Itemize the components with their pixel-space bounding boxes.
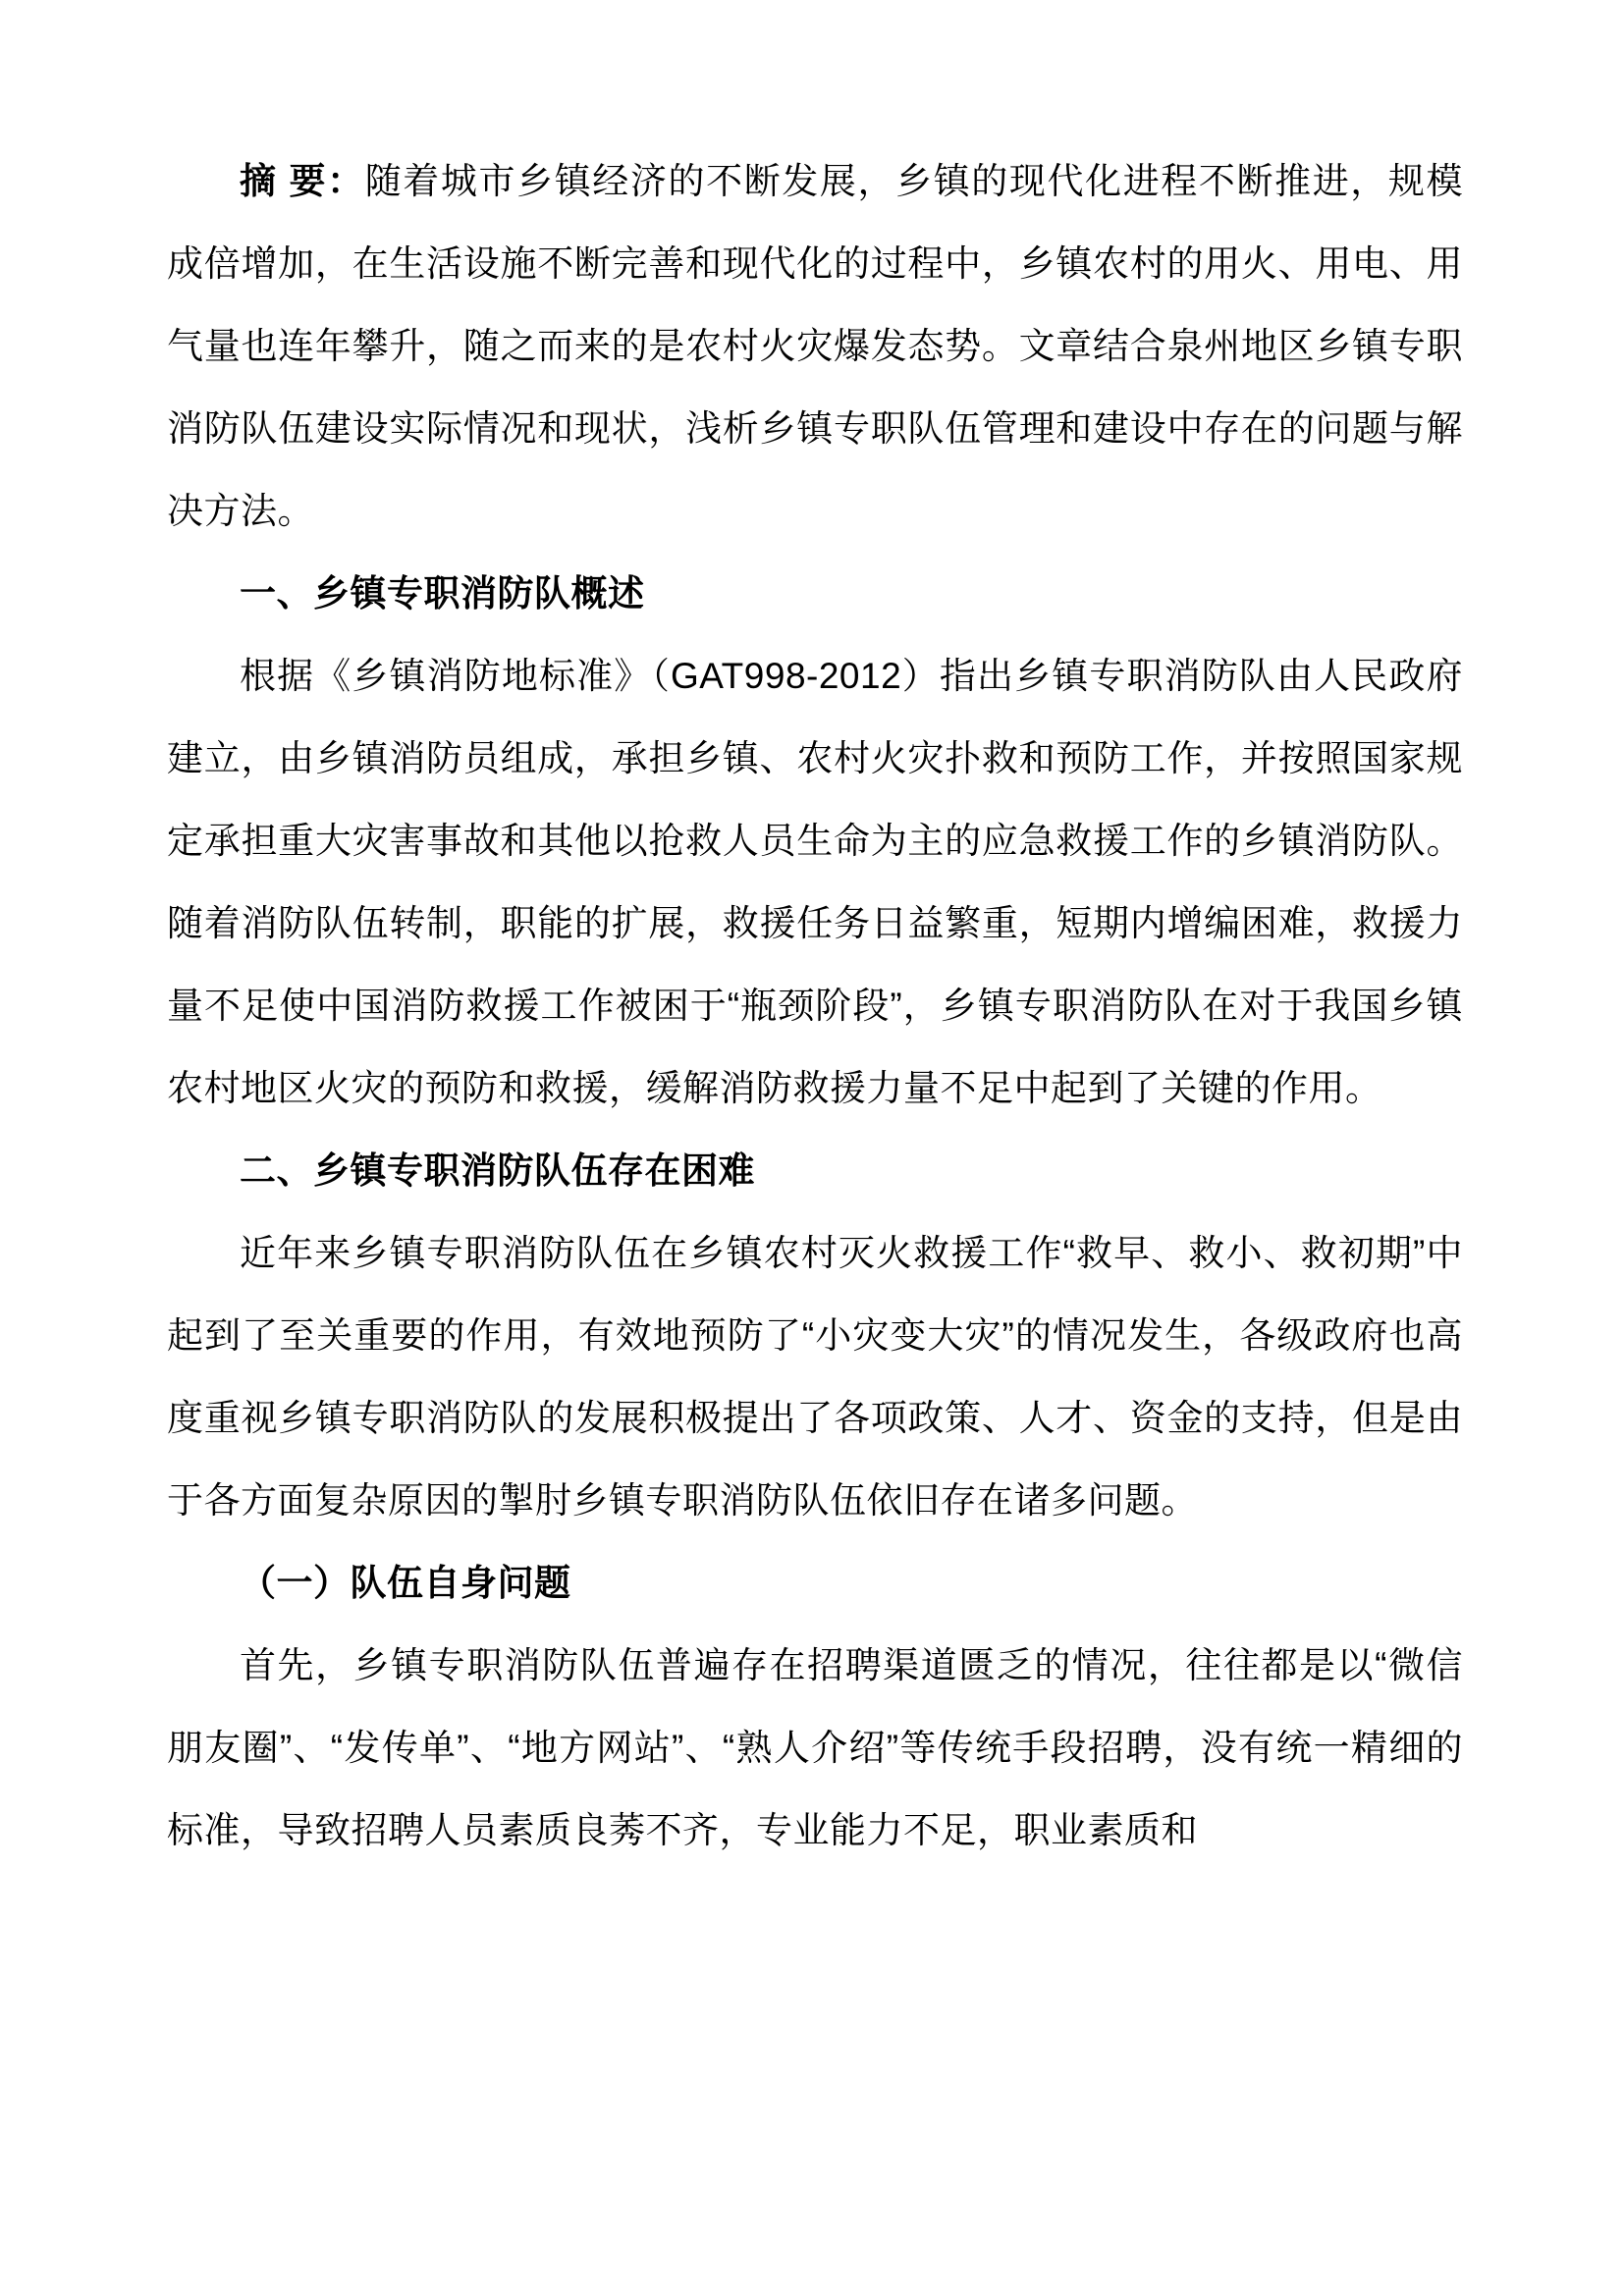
abstract-label: 摘 要： [240, 161, 365, 201]
section-paragraph-1: 根据《乡镇消防地标准》（GAT998-2012）指出乡镇专职消防队由人民政府建立，由乡镇消防员组成，承担乡镇、农村火灾扑救和预防工作，并按照国家规定承担重大灾害事故和其他以抢救人员生命为主的应急救援工作的乡镇消防队。随着消防队伍转制，职能的扩展，救援任务日益繁重，短期内增编困难，救援力量不足使中国消防救援工作被困于“瓶颈阶段”，乡镇专职消防队在对于我国乡镇农村地区火灾的预防和救援，缓解消防救援力量不足中起到了关键的作用。 [167, 656, 1463, 1108]
section-heading-1: 一、乡镇专职消防队概述 [240, 573, 645, 614]
section-paragraph-3: 首先，乡镇专职消防队伍普遍存在招聘渠道匮乏的情况，往往都是以“微信朋友圈”、“发传单”、“地方网站”、“熟人介绍”等传统手段招聘，没有统一精细的标准，导致招聘人员素质良莠不齐，专业能力不足，职业素质和 [167, 1645, 1463, 1850]
abstract-paragraph [167, 140, 1463, 553]
section-paragraph-2: 近年来乡镇专职消防队伍在乡镇农村灭火救援工作“救早、救小、救初期”中起到了至关重要的作用，有效地预防了“小灾变大灾”的情况发生，各级政府也高度重视乡镇专职消防队的发展积极提出了各项政策、人才、资金的支持，但是由于各方面复杂原因的掣肘乡镇专职消防队伍依旧存在诸多问题。 [167, 1233, 1463, 1521]
abstract-text: 随着城市乡镇经济的不断发展，乡镇的现代化进程不断推进，规模成倍增加，在生活设施不断完善和现代化的过程中，乡镇农村的用火、用电、用气量也连年攀升，随之而来的是农村火灾爆发态势。文章结合泉州地区乡镇专职消防队伍建设实际情况和现状，浅析乡镇专职队伍管理和建设中存在的问题与解决方法。 [167, 161, 1464, 531]
section-heading-2: 二、乡镇专职消防队伍存在困难 [240, 1150, 755, 1191]
section-heading-3: （一）队伍自身问题 [240, 1563, 571, 1603]
